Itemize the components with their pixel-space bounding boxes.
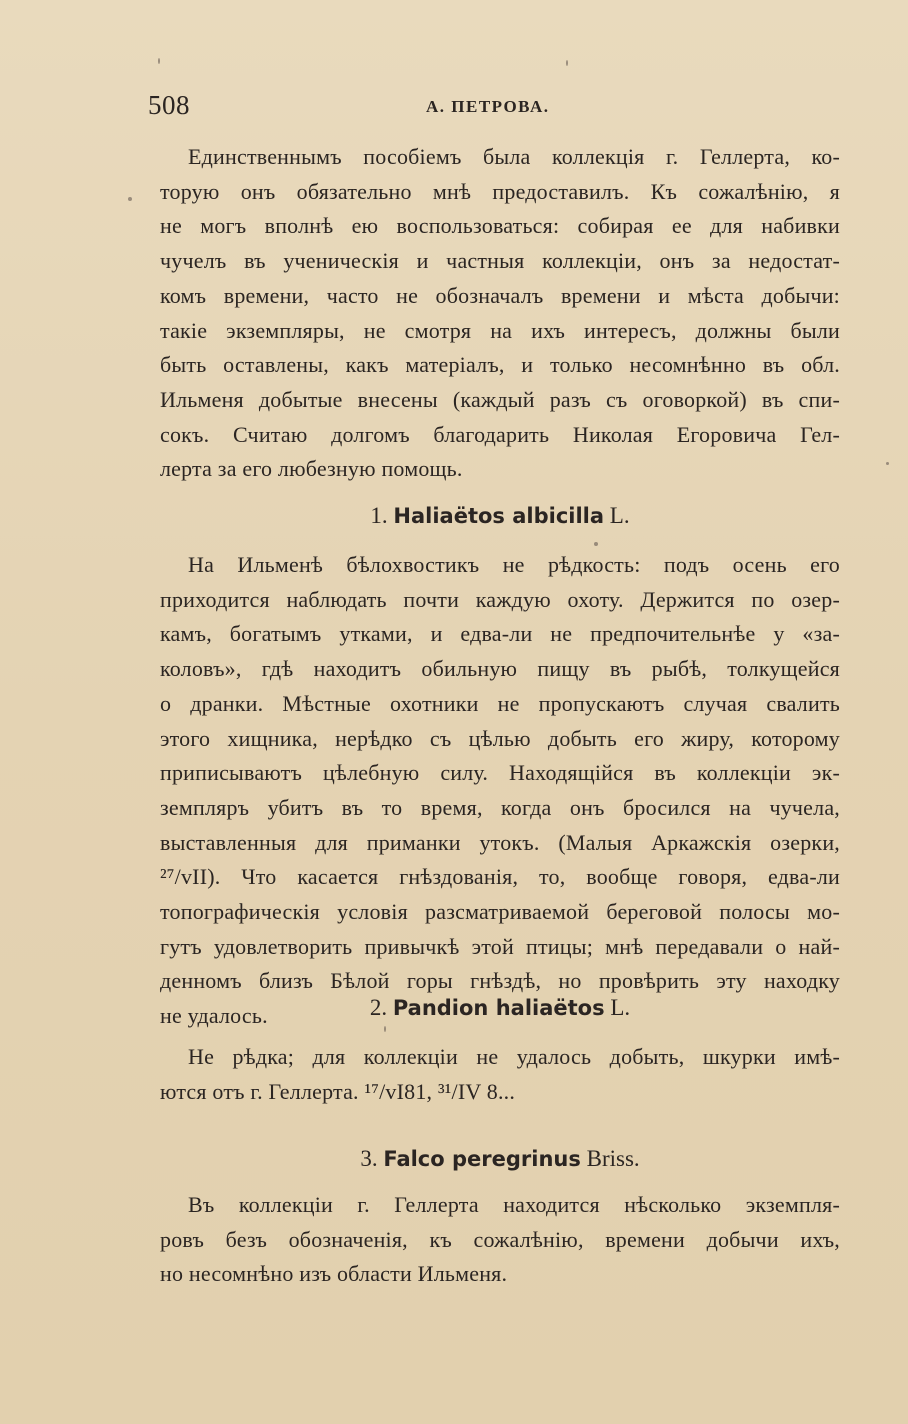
text-line: чучелъ въ ученическія и частныя коллекціи, онъ за недостат- [160,248,840,274]
print-speck [128,197,132,201]
text-line: денномъ близъ Бѣлой горы гнѣздѣ, но провѣрить эту находку [160,968,840,994]
text-line: такіе экземпляры, не смотря на ихъ интересъ, должны были [160,317,840,343]
text-line: не удалось. [160,1003,268,1029]
text-line: торую онъ обязательно мнѣ предоставилъ. Къ сожалѣнію, я [160,178,840,204]
text-line: выставленныя для приманки утокъ. (Малыя Аркажскія озерки, [160,829,840,855]
running-head: А. ПЕТРОВА. [426,97,550,116]
text-line: комъ времени, часто не обозначалъ времени и мѣста добычи: [160,282,840,308]
text-line: лерта за его любезную помощь. [160,456,463,482]
text-line: Единственнымъ пособіемъ была коллекція г. Геллерта, ко- [188,144,840,169]
print-speck [566,60,568,66]
print-speck [158,58,160,64]
text-line: земпляръ убитъ въ то время, когда онъ бросился на чучела, [160,794,840,820]
text-line: ²⁷/vII). Что касается гнѣздованія, то, вообще говоря, едва-ли [160,864,840,890]
section-number: 2. [369,995,388,1020]
text-line: ровъ безъ обозначенія, къ сожалѣнію, времени добычи ихъ, [160,1226,840,1252]
text-line: сокъ. Считаю долгомъ благодарить Николая Егоровича Гел- [160,421,840,447]
text-line: коловъ», гдѣ находитъ обильную пищу въ рыбѣ, толкущейся [160,656,840,682]
species-name: Pandion haliaëtos [392,996,605,1020]
text-line: Въ коллекціи г. Геллерта находится нѣсколько экземпля- [188,1192,840,1217]
text-line: о дранки. Мѣстные охотники не пропускаютъ случая свалить [160,690,840,716]
text-line: не могъ вполнѣ ею воспользоваться: собирая ее для набивки [160,213,840,239]
species-author: Briss. [586,1146,640,1171]
text-line: но несомнѣно изъ области Ильменя. [160,1261,508,1287]
print-speck [594,542,598,546]
section-number: 3. [360,1146,378,1171]
text-line: Не рѣдка; для коллекціи не удалось добыть, шкурки имѣ- [188,1044,840,1069]
intro-paragraph [160,140,840,487]
species-name: Haliaëtos albicilla [393,504,605,528]
section-1-paragraph [160,548,840,1034]
text-line: гутъ удовлетворить привычкѣ этой птицы; мнѣ передавали о най- [160,933,840,959]
section-heading-3 [160,1143,840,1175]
section-number: 1. [370,503,388,528]
section-heading-1 [160,500,840,532]
species-name: Falco peregrinus [383,1147,581,1171]
text-line: этого хищника, нерѣдко съ цѣлью добыть его жиру, которому [160,725,840,751]
text-line: топографическія условія разсматриваемой береговой полосы мо- [160,899,840,925]
section-3-paragraph [160,1188,840,1292]
text-line: приписываютъ цѣлебную силу. Находящійся въ коллекціи эк- [160,760,840,786]
text-line: приходится наблюдать почти каждую охоту. Держится по озер- [160,586,840,612]
section-2-paragraph [160,1040,840,1109]
section-heading-2 [160,992,840,1024]
page-number: 508 [148,90,190,120]
text-line: быть оставлены, какъ матеріалъ, и только несомнѣнно въ обл. [160,352,840,378]
page-header [148,88,848,122]
print-speck [886,462,889,465]
species-author: L. [609,503,630,528]
species-author: L. [610,995,631,1020]
text-line: Ильменя добытые внесены (каждый разъ съ оговоркой) въ спи- [160,386,840,412]
text-line: На Ильменѣ бѣлохвостикъ не рѣдкость: подъ осень его [188,552,840,577]
text-line: камъ, богатымъ утками, и едва-ли не предпочительнѣе у «за- [160,621,840,647]
text-line: ются отъ г. Геллерта. ¹⁷/vI81, ³¹/IV 8... [160,1078,516,1104]
